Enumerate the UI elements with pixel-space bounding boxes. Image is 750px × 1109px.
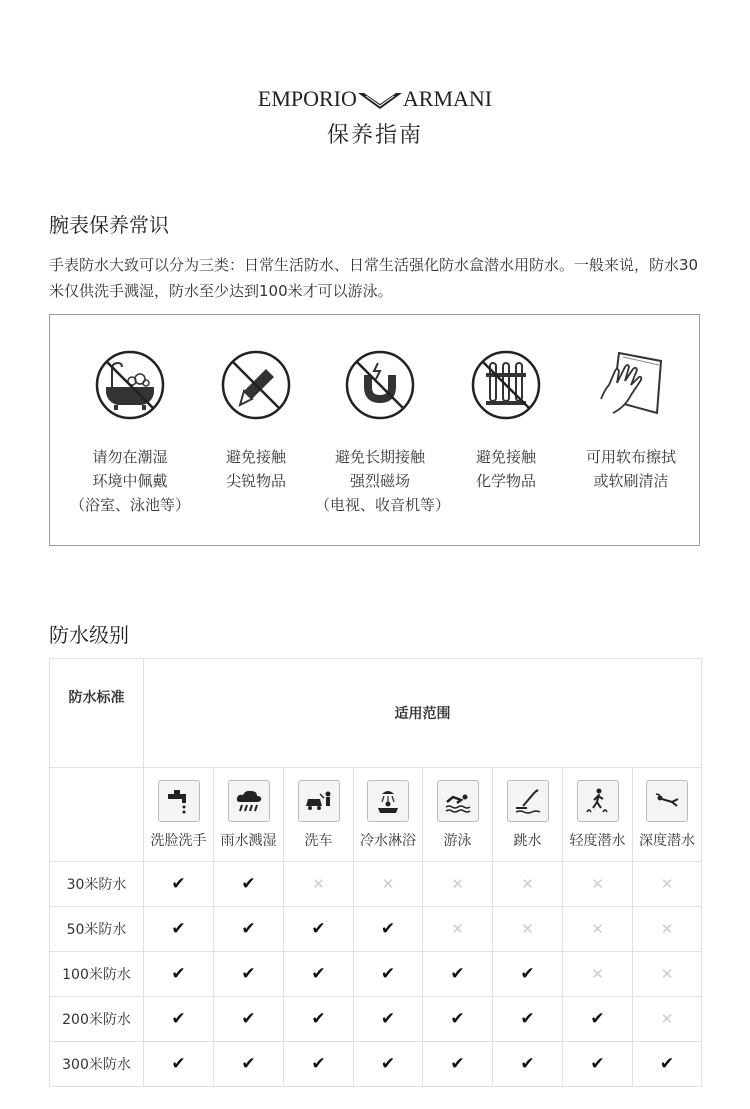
col-header-scope: 适用范围 <box>144 659 702 768</box>
no-magnet-icon <box>344 349 416 421</box>
suitability-cell <box>284 952 354 997</box>
col-header-standard: 防水标准 <box>50 659 144 768</box>
check-icon: ✔ <box>171 919 186 939</box>
suitability-cell <box>284 907 354 952</box>
suitability-cell <box>563 862 633 907</box>
suitability-cell <box>214 862 284 907</box>
activity-cell <box>493 768 563 862</box>
activity-label: 冷水淋浴 <box>360 832 416 849</box>
cross-icon: ✕ <box>451 920 464 938</box>
suitability-cell <box>214 952 284 997</box>
care-tip-line: 环境中佩戴 <box>92 472 168 490</box>
care-tip <box>315 349 451 517</box>
activity-cell <box>284 768 354 862</box>
cross-icon: ✕ <box>660 920 674 938</box>
brand-logo <box>0 86 750 112</box>
cross-icon: ✕ <box>591 965 604 983</box>
check-icon: ✔ <box>311 919 326 939</box>
suitability-cell <box>144 1042 214 1087</box>
care-tip-line: 强烈磁场 <box>349 472 410 490</box>
suitability-cell <box>214 907 284 952</box>
activity-label: 洗脸洗手 <box>150 832 207 849</box>
suitability-cell <box>563 907 633 952</box>
water-level-row <box>50 952 702 997</box>
check-icon: ✔ <box>171 964 186 984</box>
check-icon: ✔ <box>311 964 326 984</box>
activity-label: 洗车 <box>304 832 333 849</box>
suitability-cell <box>633 952 702 997</box>
activity-cell <box>354 768 423 862</box>
water-level-label: 200米防水 <box>50 997 144 1042</box>
care-tip <box>441 349 571 493</box>
check-icon: ✔ <box>380 964 396 984</box>
cross-icon: ✕ <box>660 875 674 893</box>
suitability-cell <box>354 997 423 1042</box>
diving-board-icon <box>507 780 549 822</box>
suitability-cell <box>423 862 493 907</box>
activity-label: 轻度潜水 <box>569 832 626 849</box>
check-icon: ✔ <box>380 919 396 939</box>
cross-icon: ✕ <box>381 875 395 893</box>
care-tip <box>191 349 321 493</box>
suitability-cell <box>633 997 702 1042</box>
page-title: 保养指南 <box>326 123 423 148</box>
scuba-icon <box>646 780 688 822</box>
cross-icon: ✕ <box>660 965 674 983</box>
care-tip-line: （电视、收音机等） <box>315 496 451 514</box>
water-level-row <box>50 862 702 907</box>
activity-row <box>50 768 702 862</box>
check-icon: ✔ <box>171 1009 186 1029</box>
suitability-cell <box>144 862 214 907</box>
suitability-cell <box>423 952 493 997</box>
suitability-cell <box>354 952 423 997</box>
water-level-label: 100米防水 <box>50 952 144 997</box>
check-icon: ✔ <box>241 874 256 894</box>
faucet-icon <box>158 780 200 822</box>
care-tip-line: 避免接触 <box>225 448 286 466</box>
check-icon: ✔ <box>241 1054 256 1074</box>
activity-label: 跳水 <box>513 832 542 849</box>
care-tip-line: 可用软布擦拭 <box>585 448 676 466</box>
care-tip-line: 尖锐物品 <box>225 472 286 490</box>
cloth-wipe-icon <box>595 349 667 421</box>
cross-icon: ✕ <box>660 1010 674 1028</box>
water-level-row <box>50 997 702 1042</box>
check-icon: ✔ <box>659 1054 675 1074</box>
activity-cell <box>563 768 633 862</box>
rain-icon <box>228 780 270 822</box>
snorkel-icon <box>577 780 619 822</box>
suitability-cell <box>633 907 702 952</box>
check-icon: ✔ <box>171 874 186 894</box>
activity-label: 雨水溅湿 <box>220 832 277 849</box>
cross-icon: ✕ <box>591 920 604 938</box>
no-bathtub-icon <box>94 349 166 421</box>
suitability-cell <box>423 997 493 1042</box>
check-icon: ✔ <box>380 1009 396 1029</box>
no-chemicals-icon <box>470 349 542 421</box>
activity-label: 深度潜水 <box>639 832 695 849</box>
suitability-cell <box>284 997 354 1042</box>
suitability-cell <box>354 907 423 952</box>
check-icon: ✔ <box>520 1009 535 1029</box>
care-tip-line: 化学物品 <box>475 472 536 490</box>
check-icon: ✔ <box>450 1009 465 1029</box>
care-tip-line: 请勿在潮湿 <box>92 448 168 466</box>
water-level-row <box>50 1042 702 1087</box>
no-knife-icon <box>220 349 292 421</box>
shower-icon <box>367 780 409 822</box>
activity-cell <box>144 768 214 862</box>
suitability-cell <box>423 1042 493 1087</box>
suitability-cell <box>563 997 633 1042</box>
cross-icon: ✕ <box>591 875 604 893</box>
water-level-row <box>50 907 702 952</box>
check-icon: ✔ <box>241 964 256 984</box>
suitability-cell <box>214 997 284 1042</box>
suitability-cell <box>493 1042 563 1087</box>
check-icon: ✔ <box>520 1054 535 1074</box>
care-tip-line: 避免接触 <box>475 448 536 466</box>
suitability-cell <box>284 862 354 907</box>
cross-icon: ✕ <box>521 875 534 893</box>
check-icon: ✔ <box>450 964 465 984</box>
care-heading: 腕表保养常识 <box>49 213 169 237</box>
care-tip-line: 避免长期接触 <box>334 448 425 466</box>
water-level-label: 300米防水 <box>50 1042 144 1087</box>
check-icon: ✔ <box>241 1009 256 1029</box>
suitability-cell <box>354 1042 423 1087</box>
care-tip <box>566 349 696 493</box>
suitability-cell <box>144 997 214 1042</box>
activity-label: 游泳 <box>443 832 472 849</box>
care-tips-box <box>49 314 700 546</box>
water-level-label: 30米防水 <box>50 862 144 907</box>
eagle-logo-icon <box>358 91 402 111</box>
suitability-cell <box>493 862 563 907</box>
check-icon: ✔ <box>380 1054 396 1074</box>
cross-icon: ✕ <box>312 875 325 893</box>
check-icon: ✔ <box>311 1009 326 1029</box>
suitability-cell <box>493 952 563 997</box>
cross-icon: ✕ <box>451 875 464 893</box>
suitability-cell <box>423 907 493 952</box>
check-icon: ✔ <box>590 1009 605 1029</box>
suitability-cell <box>493 907 563 952</box>
care-tip <box>65 349 195 517</box>
car-wash-icon <box>298 780 340 822</box>
check-icon: ✔ <box>450 1054 465 1074</box>
cross-icon: ✕ <box>521 920 534 938</box>
care-intro: 手表防水大致可以分为三类：日常生活防水、日常生活强化防水盒潜水用防水。一般来说，防水30米仅供洗手溅湿，防水至少达到100米才可以游泳。 <box>49 256 699 300</box>
check-icon: ✔ <box>311 1054 326 1074</box>
suitability-cell <box>563 952 633 997</box>
brand-name-left: EMPORIO <box>257 86 357 111</box>
suitability-cell <box>214 1042 284 1087</box>
empty-cell <box>50 768 144 862</box>
care-tip-line: （浴室、泳池等） <box>69 496 190 514</box>
suitability-cell <box>633 1042 702 1087</box>
water-heading: 防水级别 <box>49 623 129 647</box>
water-resistance-table <box>49 658 702 1087</box>
brand-name-right: ARMANI <box>402 86 493 111</box>
suitability-cell <box>563 1042 633 1087</box>
swimming-icon <box>437 780 479 822</box>
check-icon: ✔ <box>520 964 535 984</box>
check-icon: ✔ <box>241 919 256 939</box>
check-icon: ✔ <box>171 1054 186 1074</box>
suitability-cell <box>633 862 702 907</box>
activity-cell <box>633 768 702 862</box>
suitability-cell <box>284 1042 354 1087</box>
suitability-cell <box>354 862 423 907</box>
care-tip-line: 或软刷清洁 <box>593 472 669 490</box>
water-level-label: 50米防水 <box>50 907 144 952</box>
suitability-cell <box>144 952 214 997</box>
activity-cell <box>214 768 284 862</box>
suitability-cell <box>144 907 214 952</box>
activity-cell <box>423 768 493 862</box>
suitability-cell <box>493 997 563 1042</box>
check-icon: ✔ <box>590 1054 605 1074</box>
